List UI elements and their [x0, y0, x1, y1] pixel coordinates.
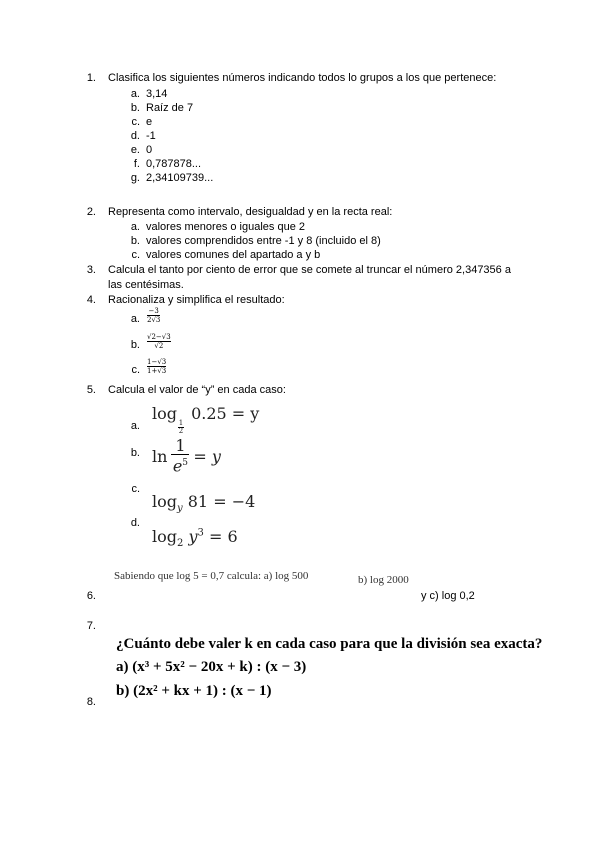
q7-number: 7. [86, 620, 96, 632]
q5-c-letter: c. [131, 483, 140, 495]
q6-tail: y c) log 0,2 [421, 590, 475, 602]
q5-b-expression: ln 1 $e^5$ = y [152, 436, 221, 476]
q5-number: 5. [86, 384, 96, 396]
q4-a-fraction [147, 307, 160, 324]
q1-text: Clasifica los siguientes números indicando todos lo grupos a los que pertenece: [108, 72, 497, 84]
q7-b: b) (2x² + kx + 1) : (x − 1) [116, 683, 272, 699]
numerator: −3 [148, 307, 159, 315]
q7-a: a) (x³ + 5x² − 20x + k) : (x − 3) [116, 659, 307, 675]
denominator: 1+√3 [147, 367, 167, 375]
q4-b-fraction [147, 333, 171, 350]
q5-text: Calcula el valor de “y” en cada caso: [108, 384, 286, 396]
q6-number: 6. [86, 590, 96, 602]
q5-a-expression: log $\frac{1}{2}$ 0.25 = y [152, 404, 260, 435]
q2-number: 2. [86, 206, 96, 218]
denominator: 2√3 [147, 316, 161, 324]
q3-line1: Calcula el tanto por ciento de error que se comete al truncar el número 2,347356 a [108, 264, 511, 276]
q4-number: 4. [86, 294, 96, 306]
q3-line2: las centésimas. [108, 279, 184, 291]
q7-title: ¿Cuánto debe valer k en cada caso para que la división sea exacta? [116, 636, 543, 652]
q4-b-letter: b. [130, 339, 140, 351]
q6-scan-b: b) log 2000 [358, 574, 409, 586]
q2-text: Representa como intervalo, desigualdad y en la recta real: [108, 206, 393, 218]
q4-text: Racionaliza y simplifica el resultado: [108, 294, 285, 306]
numerator: √2−√3 [147, 333, 171, 341]
numerator: 1−√3 [147, 358, 167, 366]
q6-scan-text: Sabiendo que log 5 = 0,7 calcula: a) log 500 [114, 570, 309, 582]
q5-d-expression: $\log_2 y^3 = 6$ [152, 527, 238, 550]
q4-c-fraction [147, 358, 166, 375]
q5-b-letter: b. [130, 447, 140, 459]
q5-c-expression: $\log_y 81 = -4$ [152, 492, 256, 515]
q5-a-letter: a. [130, 420, 140, 432]
q4-c-letter: c. [131, 364, 140, 376]
q3-number: 3. [86, 264, 96, 276]
q1-number: 1. [86, 72, 96, 84]
q8-number: 8. [86, 696, 96, 708]
q5-d-letter: d. [130, 517, 140, 529]
q4-a-letter: a. [130, 313, 140, 325]
denominator: √2 [154, 342, 164, 350]
